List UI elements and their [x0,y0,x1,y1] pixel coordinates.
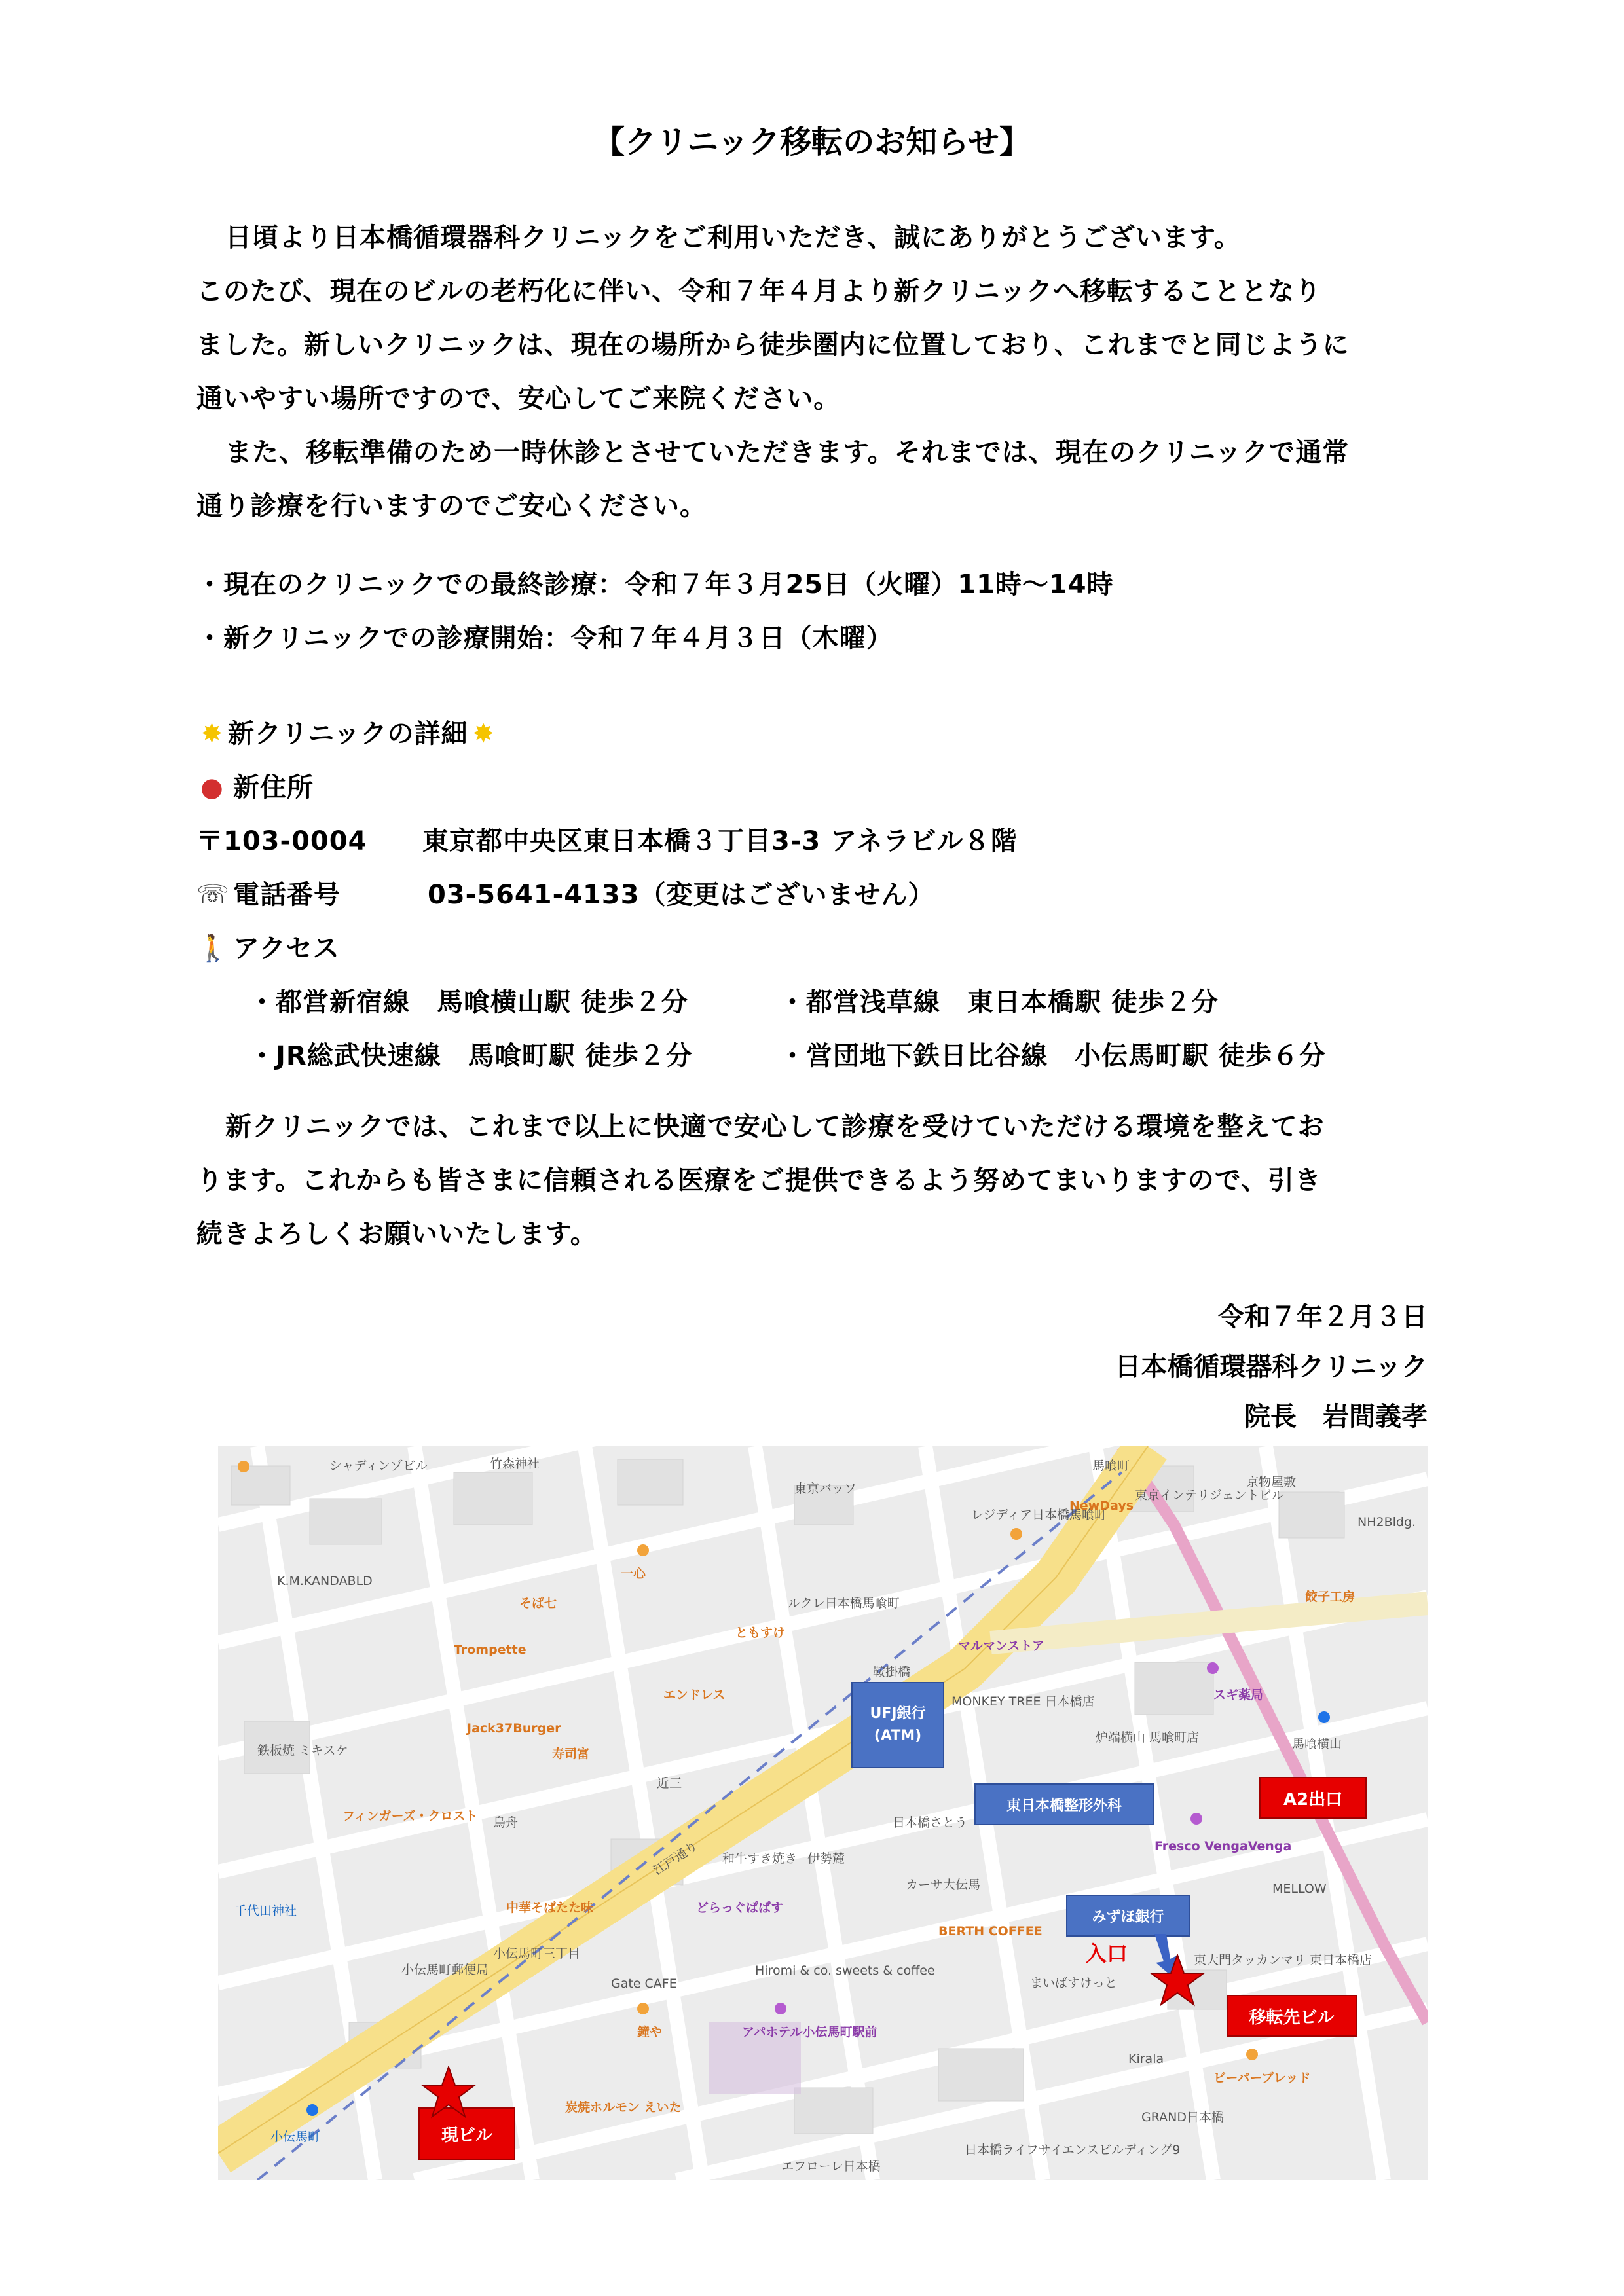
details-heading-text: 新クリニックの詳細 [228,719,468,749]
poi-label: 小伝馬町三丁目 [493,1946,581,1961]
signature-block [1115,1292,1428,1442]
poi-label: ルクレ日本橋馬喰町 [788,1596,900,1611]
access-item: ・都営浅草線 東日本橋駅 徒歩２分 [779,987,1219,1017]
address-label: 新住所 [233,773,314,803]
access-item: ・都営新宿線 馬喰横山駅 徒歩２分 [249,987,688,1017]
phone-icon: ☏ [196,880,231,910]
postal-code: 〒103-0004 [196,826,367,856]
poi-label: 小伝馬町郵便局 [401,1963,489,1977]
poi-label: NewDays [1069,1499,1134,1513]
poi-label: そば七 [519,1596,557,1611]
address-text: 東京都中央区東日本橋３丁目3-3 アネラビル８階 [422,826,1018,856]
closing-line: 新クリニックでは、これまで以上に快適で安心して診療を受けていただける環境を整えてお [225,1112,1325,1142]
poi-label: シャディンゾビル [329,1459,428,1473]
ortho-clinic-label: 東日本橋整形外科 [974,1783,1154,1825]
poi-label: Trompette [454,1643,526,1657]
poi-label: BERTH COFFEE [938,1924,1043,1939]
sparkle-star-icon: ✸ [472,719,495,749]
poi-marker [775,2003,786,2014]
poi-label: Fresco VengaVenga [1154,1839,1292,1853]
phone-number: 03-5641-4133（変更はございません） [428,880,935,910]
intro-line: また、移転準備のため一時休診とさせていただきます。それまでは、現在のクリニックで通常 [225,437,1350,467]
poi-marker [1207,1662,1219,1674]
access-row [196,1029,1428,1083]
location-map [218,1446,1428,2180]
poi-label: レジディア日本橋馬喰町 [971,1508,1107,1522]
mizuho-bank-label: みずほ銀行 [1066,1895,1190,1937]
poi-label: 東大門タッカンマリ 東日本橋店 [1194,1953,1373,1967]
poi-label: 中華そばたた味 [506,1901,594,1915]
poi-label: 近三 [657,1776,682,1791]
poi-label: 馬喰町 [1092,1459,1130,1473]
access-label: アクセス [233,934,340,964]
poi-marker [637,2003,649,2014]
poi-label: MELLOW [1272,1882,1327,1896]
poi-label: Gate CAFE [611,1977,677,1991]
current-building-label: 現ビル [418,2107,515,2160]
closing-line: 続きよろしくお願いいたします。 [196,1219,597,1249]
poi-label: 炭焼ホルモン えいた [565,2100,682,2115]
sparkle-star-icon: ✸ [200,719,224,749]
poi-label: 日本橋さとう [893,1815,968,1830]
poi-marker [1246,2049,1258,2060]
poi-label: スギ薬局 [1213,1688,1264,1702]
poi-marker [238,1461,249,1472]
entrance-label: 入口 [1086,1941,1128,1966]
address-label-row [196,761,1428,814]
details-heading [196,707,1428,761]
poi-label: Jack37Burger [467,1721,561,1736]
poi-label: ビーパーブレッド [1213,2071,1311,2085]
poi-label: エフローレ日本橋 [781,2159,881,2174]
intro-line: 通いやすい場所ですので、安心してご来院ください。 [196,384,841,414]
access-item: ・営団地下鉄日比谷線 小伝馬町駅 徒歩６分 [779,1041,1326,1071]
poi-label: 鳥舟 [493,1815,519,1830]
poi-label: 東京バッソ [794,1482,857,1496]
poi-label: 鐘や [637,2025,663,2039]
atm-label: UFJ銀行 (ATM) [851,1682,944,1768]
signature-clinic: 日本橋循環器科クリニック [1115,1352,1428,1382]
signature-date: 令和７年２月３日 [1218,1302,1428,1332]
access-label-row [196,922,1428,975]
intro-line: ました。新しいクリニックは、現在の場所から徒歩圏内に位置しており、これまでと同じように [196,330,1350,360]
last-day-item: ・現在のクリニックでの最終診療：令和７年３月25日（火曜）11時～14時 [196,570,1114,600]
closing-line: ります。これからも皆さまに信頼される医療をご提供できるよう努めてまいりますので、引き [196,1165,1321,1195]
poi-label: 千代田神社 [234,1904,297,1918]
phone-row [196,868,1428,922]
schedule-list [196,558,1428,665]
poi-label: カーサ大伝馬 [906,1878,981,1892]
poi-label: アパホテル小伝馬町駅前 [742,2025,877,2039]
new-building-label: 移転先ビル [1227,1995,1357,2037]
poi-label: 伊勢麓 [807,1851,845,1866]
poi-label: 炉端横山 馬喰町店 [1096,1730,1200,1745]
poi-marker [1190,1813,1202,1825]
poi-label: 鞍掛橋 [873,1665,911,1679]
intro-line: 日頃より日本橋循環器科クリニックをご利用いただき、誠にありがとうございます。 [225,223,1241,253]
clinic-details [196,707,1428,1083]
poi-marker [306,2104,318,2116]
poi-label: 小伝馬町 [270,2130,321,2144]
poi-label: 和牛すき焼き [722,1851,798,1866]
walking-person-icon: 🚶 [196,934,230,964]
poi-label: どらっぐぱぱす [696,1901,784,1915]
poi-label: NH2Bldg. [1357,1515,1416,1529]
poi-label: 馬喰横山 [1292,1737,1342,1751]
closing-paragraph [196,1100,1428,1261]
address-row [196,814,1428,868]
first-day-item: ・新クリニックでの診療開始：令和７年４月３日（木曜） [196,623,893,653]
poi-label: ともすけ [735,1626,786,1640]
poi-label: 日本橋ライフサイエンスビルディング9 [965,2143,1181,2157]
a2-exit-label: A2出口 [1259,1777,1367,1819]
poi-marker [637,1544,649,1556]
poi-label: 東京インテリジェントビル [1135,1488,1284,1503]
page-title: 【クリニック移転のお知らせ】 [593,124,1031,160]
intro-line: このたび、現在のビルの老朽化に伴い、令和７年４月より新クリニックへ移転することとなり [196,276,1321,306]
poi-label: まいばすけっと [1030,1976,1118,1990]
poi-marker [1318,1711,1330,1723]
intro-paragraph [196,211,1428,533]
phone-label: 電話番号 [233,880,341,910]
access-row [196,975,1428,1029]
road-label: 江戸通り [650,1838,701,1878]
poi-label: 餃子工房 [1305,1590,1356,1604]
access-item: ・JR総武快速線 馬喰町駅 徒歩２分 [249,1041,693,1071]
poi-label: フィンガーズ・クロスト [342,1809,478,1823]
signature-director: 院長 岩間義孝 [1244,1402,1428,1432]
new-building-star-icon [1150,1954,1205,2009]
poi-label: GRAND日本橋 [1141,2110,1224,2124]
intro-line: 通り診療を行いますのでご安心ください。 [196,491,707,521]
poi-label: 寿司富 [552,1747,590,1761]
poi-label: MONKEY TREE 日本橋店 [951,1694,1095,1709]
poi-marker [1010,1528,1022,1540]
poi-label: エンドレス [663,1688,726,1702]
poi-label: 一心 [621,1567,646,1581]
poi-label: Kirala [1128,2052,1164,2066]
current-building-star-icon [421,2066,476,2121]
poi-label: Hiromi & co. sweets & coffee [755,1963,935,1978]
poi-label: K.M.KANDABLD [277,1574,373,1588]
poi-label: マルマンストア [958,1639,1044,1653]
map-pin-icon: ● [200,773,224,803]
poi-label: 京物屋敷 [1246,1475,1297,1489]
poi-label: 竹森神社 [490,1457,540,1471]
poi-label: 鉄板焼 ミキスケ [257,1743,348,1758]
